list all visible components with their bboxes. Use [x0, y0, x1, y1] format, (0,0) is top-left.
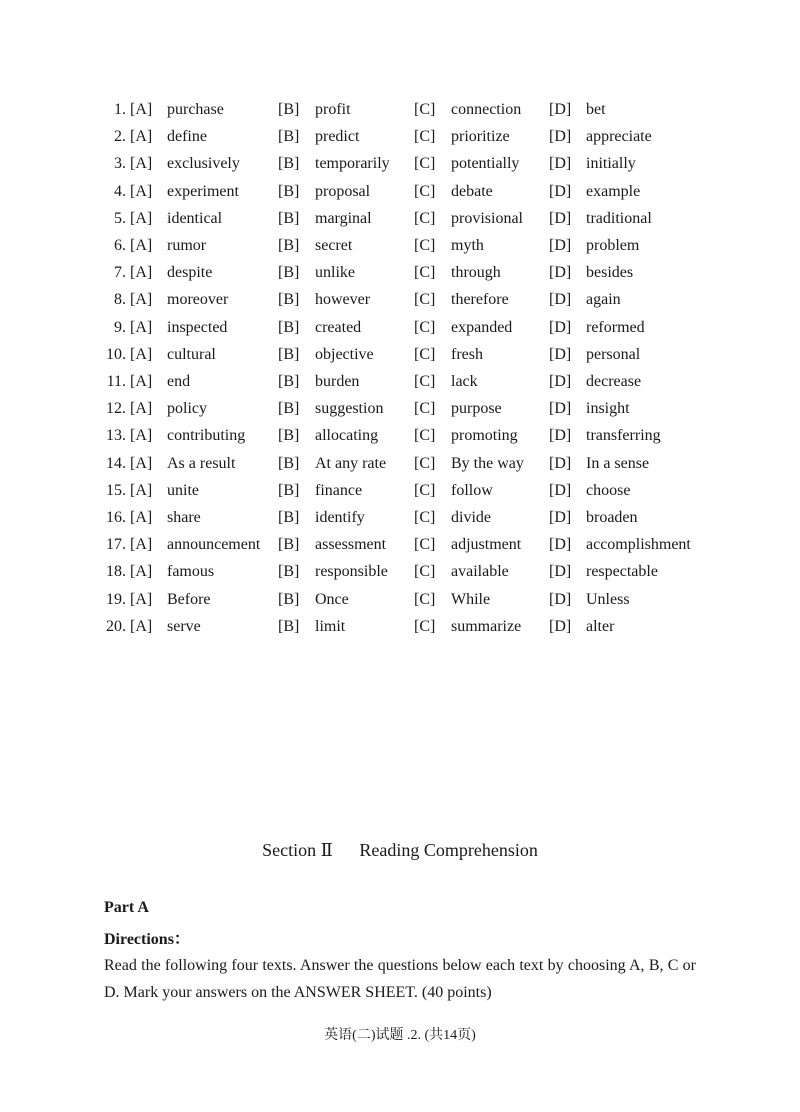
option-letter: [B] — [278, 509, 300, 526]
option-letter: [B] — [278, 101, 300, 118]
option-text: debate — [451, 182, 493, 200]
option-text: initially — [586, 155, 636, 173]
option-text: decrease — [586, 373, 642, 390]
option-text: unite — [167, 481, 199, 499]
question-number: 1. — [114, 101, 126, 118]
answer-option — [549, 154, 636, 174]
option-text: again — [586, 291, 621, 309]
question-number: 10. — [106, 345, 126, 363]
answer-option — [278, 590, 349, 610]
answer-option — [549, 290, 621, 310]
option-letter: [D] — [549, 373, 572, 390]
question-number: 8. — [114, 291, 126, 309]
option-letter: [A] — [130, 291, 153, 309]
answer-option — [414, 100, 521, 120]
option-letter: [D] — [549, 209, 572, 227]
question-number: 17. — [106, 536, 126, 554]
option-text: summarize — [451, 617, 522, 635]
answer-option — [549, 100, 606, 120]
option-text: myth — [451, 237, 484, 254]
answer-option — [130, 318, 227, 338]
answer-option — [130, 209, 222, 229]
question-number: 20. — [106, 617, 126, 635]
option-text: As a result — [167, 454, 236, 472]
option-letter: [B] — [278, 264, 300, 282]
option-letter: [C] — [414, 590, 436, 608]
option-letter: [C] — [414, 427, 436, 445]
option-letter: [B] — [278, 291, 300, 309]
answer-option — [549, 454, 649, 474]
question-number: 18. — [106, 563, 126, 581]
option-letter: [B] — [278, 536, 300, 554]
answer-option — [130, 617, 201, 637]
option-letter: [D] — [549, 617, 572, 635]
option-letter: [C] — [414, 481, 436, 499]
option-letter: [C] — [414, 454, 436, 472]
section-title: Reading Comprehension — [359, 840, 538, 860]
option-letter: [D] — [549, 237, 572, 254]
answer-option — [549, 562, 658, 582]
answer-option — [414, 372, 478, 392]
option-letter: [D] — [549, 590, 572, 608]
option-letter: [A] — [130, 182, 153, 200]
answer-option — [278, 127, 359, 147]
answer-option — [549, 127, 652, 147]
option-text: rumor — [167, 237, 207, 254]
answer-option — [414, 590, 490, 610]
option-letter: [D] — [549, 400, 572, 418]
option-text: share — [167, 509, 201, 526]
question-number: 4. — [114, 182, 126, 200]
answer-option — [549, 617, 614, 637]
option-text: connection — [451, 101, 522, 118]
option-text: personal — [586, 345, 641, 363]
option-text: fresh — [451, 345, 483, 363]
answer-option — [278, 399, 383, 419]
answer-option — [130, 290, 228, 310]
option-text: end — [167, 373, 191, 390]
option-text: contributing — [167, 427, 246, 445]
option-letter: [B] — [278, 400, 300, 418]
section-heading — [0, 840, 800, 861]
question-row — [0, 236, 800, 263]
answer-option — [549, 372, 641, 392]
option-letter: [B] — [278, 155, 300, 173]
option-letter: [D] — [549, 264, 572, 282]
question-number: 9. — [114, 318, 126, 336]
option-text: identical — [167, 209, 223, 227]
option-letter: [D] — [549, 345, 572, 363]
option-text: through — [451, 264, 501, 282]
option-letter: [D] — [549, 509, 572, 526]
option-text: objective — [315, 345, 374, 363]
question-row — [0, 399, 800, 426]
option-text: proposal — [315, 182, 371, 200]
question-row — [0, 372, 800, 399]
option-text: alter — [586, 617, 615, 635]
option-text: therefore — [451, 291, 509, 309]
option-text: promoting — [451, 427, 518, 445]
answer-option — [130, 372, 190, 392]
directions-text: Read the following four texts. Answer the questions below each text by choosing A, B, C or D. Mark your answers on the ANSWER SHEET. (40 points) — [104, 957, 696, 1001]
question-number: 15. — [106, 481, 126, 499]
question-row — [0, 290, 800, 317]
answer-option — [130, 481, 199, 501]
option-text: follow — [451, 481, 493, 499]
option-text: Unless — [586, 590, 630, 608]
option-letter: [D] — [549, 318, 572, 336]
option-letter: [A] — [130, 536, 153, 554]
answer-option — [414, 535, 521, 555]
option-text: appreciate — [586, 128, 652, 146]
option-letter: [B] — [278, 373, 300, 390]
answer-option — [130, 535, 260, 555]
option-letter: [A] — [130, 237, 153, 254]
option-text: identify — [315, 509, 365, 526]
option-letter: [C] — [414, 318, 436, 336]
answer-option — [414, 345, 483, 365]
option-text: assessment — [315, 536, 387, 554]
option-letter: [D] — [549, 454, 572, 472]
option-text: marginal — [315, 209, 372, 227]
option-text: Once — [315, 590, 349, 608]
answer-option — [278, 345, 374, 365]
answer-option — [414, 426, 518, 446]
answer-option — [278, 154, 390, 174]
option-letter: [A] — [130, 101, 153, 118]
option-letter: [C] — [414, 128, 436, 146]
answer-option — [414, 127, 510, 147]
answer-option — [278, 318, 361, 338]
answer-option — [130, 182, 239, 202]
option-letter: [A] — [130, 345, 153, 363]
option-text: moreover — [167, 291, 229, 309]
question-number: 12. — [106, 400, 126, 418]
option-text: experiment — [167, 182, 239, 200]
question-row — [0, 127, 800, 154]
part-a-title: Part A — [104, 899, 149, 916]
option-text: traditional — [586, 209, 652, 227]
option-text: accomplishment — [586, 536, 691, 554]
option-text: expanded — [451, 318, 513, 336]
question-number: 13. — [106, 427, 126, 445]
option-text: define — [167, 128, 207, 146]
answer-option — [414, 481, 493, 501]
section-numeral: Ⅱ — [320, 840, 333, 860]
option-text: divide — [451, 509, 491, 526]
question-row — [0, 535, 800, 562]
option-letter: [C] — [414, 509, 436, 526]
option-letter: [A] — [130, 155, 153, 173]
option-letter: [B] — [278, 617, 300, 635]
option-letter: [C] — [414, 373, 436, 390]
option-text: announcement — [167, 536, 261, 554]
option-letter: [A] — [130, 209, 153, 227]
answer-option — [278, 100, 351, 120]
option-letter: [D] — [549, 536, 572, 554]
option-letter: [A] — [130, 481, 153, 499]
option-text: At any rate — [315, 454, 387, 472]
answer-option — [549, 426, 661, 446]
option-letter: [A] — [130, 400, 153, 418]
option-letter: [A] — [130, 128, 153, 146]
option-text: burden — [315, 373, 360, 390]
answer-option — [278, 508, 365, 528]
answer-option — [549, 182, 640, 202]
question-number: 7. — [114, 264, 126, 282]
question-number: 19. — [106, 590, 126, 608]
answer-option — [414, 209, 523, 229]
option-letter: [A] — [130, 617, 153, 635]
option-text: despite — [167, 264, 213, 282]
option-text: lack — [451, 373, 478, 390]
option-letter: [B] — [278, 427, 300, 445]
option-text: prioritize — [451, 128, 510, 146]
answer-option — [278, 290, 370, 310]
option-text: While — [451, 590, 491, 608]
answer-option — [414, 617, 521, 637]
option-text: inspected — [167, 318, 228, 336]
answer-option — [278, 426, 378, 446]
option-letter: [B] — [278, 209, 300, 227]
option-text: besides — [586, 264, 634, 282]
answer-option — [130, 100, 224, 120]
option-text: respectable — [586, 563, 658, 581]
answer-option — [130, 263, 212, 283]
answer-option — [130, 236, 206, 256]
answer-option — [278, 562, 388, 582]
answer-option — [414, 562, 509, 582]
question-row — [0, 263, 800, 290]
question-row — [0, 508, 800, 535]
question-number: 6. — [114, 237, 126, 254]
option-letter: [B] — [278, 345, 300, 363]
answer-option — [549, 236, 639, 256]
answer-option — [130, 562, 214, 582]
answer-option — [130, 345, 216, 365]
option-letter: [D] — [549, 101, 572, 118]
question-number: 5. — [114, 209, 126, 227]
option-letter: [A] — [130, 509, 153, 526]
answer-option — [130, 590, 211, 610]
option-letter: [D] — [549, 481, 572, 499]
option-letter: [C] — [414, 617, 436, 635]
option-text: cultural — [167, 345, 216, 363]
option-letter: [B] — [278, 237, 300, 254]
option-text: example — [586, 182, 641, 200]
answer-option — [414, 236, 484, 256]
question-row — [0, 590, 800, 617]
question-row — [0, 182, 800, 209]
answer-option — [278, 535, 386, 555]
answer-option — [414, 154, 519, 174]
question-number: 2. — [114, 128, 126, 146]
answer-option — [130, 454, 235, 474]
answer-option — [549, 535, 691, 555]
question-row — [0, 345, 800, 372]
answer-option — [278, 182, 370, 202]
option-letter: [D] — [549, 155, 572, 173]
answer-option — [278, 454, 386, 474]
option-text: available — [451, 563, 509, 581]
option-text: potentially — [451, 155, 520, 173]
question-number: 14. — [106, 454, 126, 472]
answer-option — [549, 209, 652, 229]
option-letter: [C] — [414, 155, 436, 173]
answer-option — [278, 372, 359, 392]
question-row — [0, 154, 800, 181]
option-letter: [A] — [130, 373, 153, 390]
option-text: provisional — [451, 209, 523, 227]
option-letter: [B] — [278, 318, 300, 336]
option-text: transferring — [586, 427, 661, 445]
answer-option — [130, 508, 201, 528]
question-number: 3. — [114, 155, 126, 173]
option-letter: [C] — [414, 101, 436, 118]
answer-option — [549, 263, 633, 283]
answer-option — [278, 209, 372, 229]
answer-option — [130, 154, 240, 174]
option-letter: [A] — [130, 454, 153, 472]
option-text: reformed — [586, 318, 645, 336]
option-letter: [C] — [414, 209, 436, 227]
option-letter: [D] — [549, 427, 572, 445]
option-letter: [A] — [130, 590, 153, 608]
answer-option — [414, 182, 493, 202]
answer-option — [549, 508, 638, 528]
option-letter: [D] — [549, 128, 572, 146]
option-text: famous — [167, 563, 215, 581]
option-letter: [C] — [414, 536, 436, 554]
option-letter: [B] — [278, 128, 300, 146]
option-text: choose — [586, 481, 631, 499]
option-letter: [B] — [278, 563, 300, 581]
question-row — [0, 617, 800, 644]
option-text: suggestion — [315, 400, 384, 418]
option-letter: [D] — [549, 291, 572, 309]
option-letter: [B] — [278, 182, 300, 200]
option-text: profit — [315, 101, 351, 118]
question-row — [0, 454, 800, 481]
option-text: In a sense — [586, 454, 650, 472]
option-letter: [C] — [414, 291, 436, 309]
answer-option — [549, 481, 630, 501]
option-letter: [A] — [130, 563, 153, 581]
answer-option — [414, 290, 509, 310]
option-letter: [D] — [549, 182, 572, 200]
option-letter: [A] — [130, 427, 153, 445]
option-text: allocating — [315, 427, 379, 445]
option-text: adjustment — [451, 536, 522, 554]
option-letter: [C] — [414, 237, 436, 254]
option-text: however — [315, 291, 371, 309]
answer-option — [278, 236, 352, 256]
answer-option — [414, 454, 524, 474]
option-text: problem — [586, 237, 640, 254]
section-label: Section — [262, 840, 317, 860]
option-text: secret — [315, 237, 353, 254]
option-letter: [D] — [549, 563, 572, 581]
option-text: Before — [167, 590, 211, 608]
option-text: bet — [586, 101, 606, 118]
option-text: serve — [167, 617, 201, 635]
answer-option — [414, 318, 512, 338]
option-letter: [C] — [414, 182, 436, 200]
answer-option — [549, 399, 630, 419]
option-letter: [C] — [414, 264, 436, 282]
answer-option — [278, 481, 362, 501]
option-text: predict — [315, 128, 360, 146]
option-text: limit — [315, 617, 346, 635]
question-number: 11. — [106, 373, 126, 390]
option-text: finance — [315, 481, 363, 499]
option-letter: [C] — [414, 563, 436, 581]
answer-option — [278, 617, 345, 637]
answer-option — [130, 426, 245, 446]
question-row — [0, 100, 800, 127]
option-letter: [A] — [130, 264, 153, 282]
option-text: created — [315, 318, 362, 336]
question-row — [0, 209, 800, 236]
option-letter: [B] — [278, 481, 300, 499]
option-text: purchase — [167, 101, 224, 118]
option-letter: [B] — [278, 590, 300, 608]
option-text: insight — [586, 400, 630, 418]
answer-option — [549, 318, 645, 338]
answer-option — [278, 263, 355, 283]
option-text: broaden — [586, 509, 638, 526]
answer-option — [414, 508, 491, 528]
option-letter: [C] — [414, 345, 436, 363]
page-footer: 英语(二)试题 .2. (共14页) — [324, 1028, 476, 1043]
option-letter: [B] — [278, 454, 300, 472]
option-text: purpose — [451, 400, 502, 418]
option-letter: [A] — [130, 318, 153, 336]
question-row — [0, 426, 800, 453]
question-row — [0, 318, 800, 345]
option-text: unlike — [315, 264, 355, 282]
question-row — [0, 562, 800, 589]
answer-option — [414, 263, 501, 283]
option-letter: [C] — [414, 400, 436, 418]
option-text: policy — [167, 400, 207, 418]
question-number: 16. — [106, 509, 126, 526]
option-text: responsible — [315, 563, 388, 581]
question-row — [0, 481, 800, 508]
option-text: exclusively — [167, 155, 240, 173]
answer-option — [414, 399, 502, 419]
directions-label: Directions： — [104, 931, 190, 948]
answer-option — [549, 590, 630, 610]
option-text: By the way — [451, 454, 524, 472]
answer-option — [130, 127, 207, 147]
answer-option — [549, 345, 640, 365]
option-text: temporarily — [315, 155, 390, 173]
answer-option — [130, 399, 207, 419]
